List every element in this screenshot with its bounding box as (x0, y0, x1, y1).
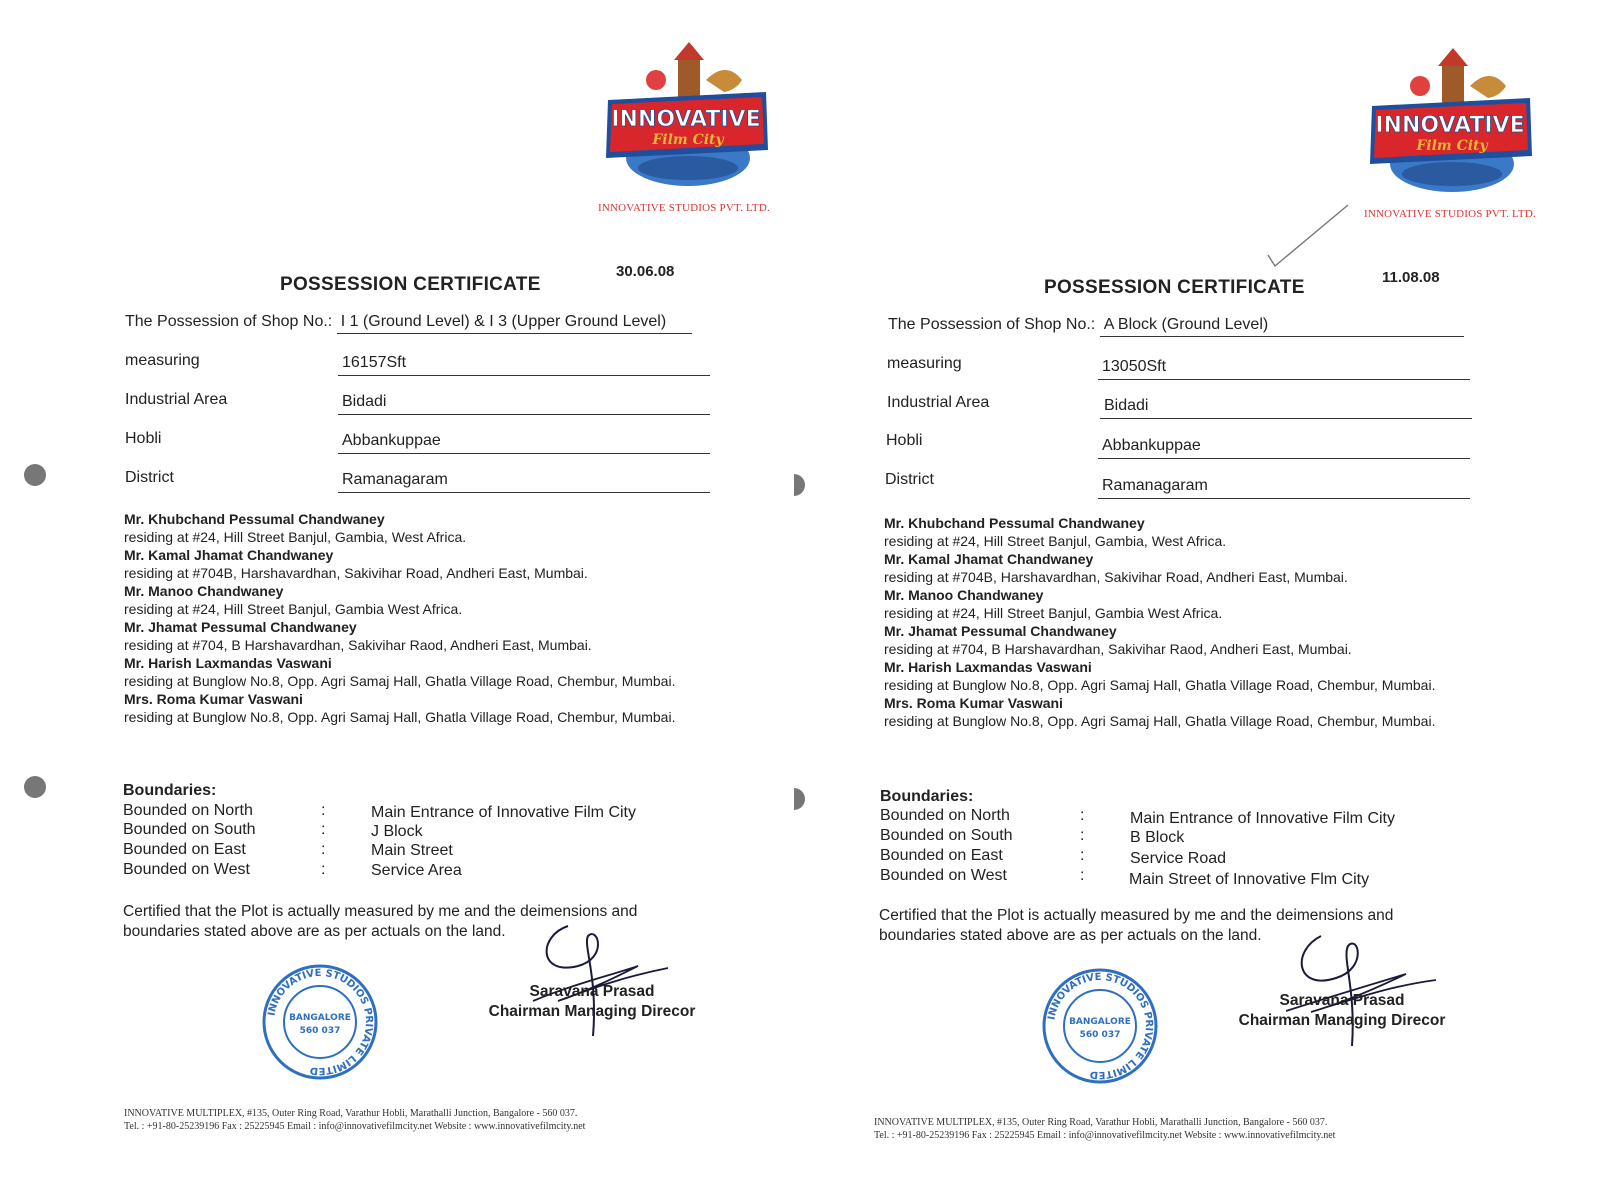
document-date: 30.06.08 (616, 263, 675, 280)
boundary-colon: : (1080, 827, 1085, 844)
boundary-value: Main Street (371, 842, 453, 859)
owner-name: Mr. Manoo Chandwaney (884, 587, 1044, 603)
field-label-measuring: measuring (125, 352, 200, 369)
field-label-district: District (885, 471, 934, 488)
company-seal-stamp (260, 962, 380, 1082)
field-value-district: Ramanagaram (1098, 477, 1470, 499)
footer-address: INNOVATIVE MULTIPLEX, #135, Outer Ring Road, Varathur Hobli, Marathalli Junction, Bangalore - 560 037. (124, 1108, 578, 1119)
letterhead-footer (124, 1107, 724, 1133)
boundary-colon: : (321, 802, 326, 819)
boundary-value: Main Entrance of Innovative Film City (1130, 810, 1395, 827)
field-value-measuring: 13050Sft (1098, 358, 1470, 380)
owner-name: Mr. Khubchand Pessumal Chandwaney (884, 515, 1145, 531)
owner-address: residing at #704, B Harshavardhan, Sakivihar Raod, Andheri East, Mumbai. (124, 637, 592, 653)
boundary-label: Bounded on South (123, 821, 256, 838)
owner-address: residing at #24, Hill Street Banjul, Gambia West Africa. (124, 601, 463, 617)
shop-line (888, 316, 1488, 334)
boundary-label: Bounded on East (880, 847, 1003, 864)
owner-address: residing at #704B, Harshavardhan, Sakivihar Road, Andheri East, Mumbai. (124, 565, 588, 581)
boundary-label: Bounded on West (880, 867, 1007, 884)
owner-name: Mr. Kamal Jhamat Chandwaney (884, 551, 1094, 567)
seal-ring-text: INNOVATIVE STUDIOS PRIVATE LIMITED (1046, 971, 1155, 1081)
document-date: 11.08.08 (1382, 269, 1440, 286)
innovative-film-city-logo (596, 40, 776, 190)
punch-hole (794, 788, 805, 810)
punch-hole (24, 464, 46, 486)
field-label-industrial-area: Industrial Area (125, 391, 228, 408)
certificate-page-2 (808, 20, 1578, 1180)
seal-pin: 560 037 (1079, 1030, 1121, 1040)
field-value-measuring: 16157Sft (338, 354, 710, 376)
boundary-value: B Block (1130, 829, 1185, 846)
field-label-hobli: Hobli (125, 430, 162, 447)
signatory (472, 982, 712, 1022)
boundary-label: Bounded on North (123, 802, 253, 819)
seal-ring-text: INNOVATIVE STUDIOS PRIVATE LIMITED (266, 967, 375, 1077)
shop-line (125, 313, 725, 331)
signer-name: Saravana Prasad (529, 983, 655, 1000)
owner-address: residing at #24, Hill Street Banjul, Gambia West Africa. (884, 605, 1223, 621)
document-title: POSSESSION CERTIFICATE (280, 274, 541, 295)
boundary-colon: : (321, 821, 326, 838)
owner-address: residing at #24, Hill Street Banjul, Gambia, West Africa. (884, 533, 1227, 549)
owner-address: residing at #704, B Harshavardhan, Sakivihar Raod, Andheri East, Mumbai. (884, 641, 1352, 657)
logo-subtext: Film City (652, 132, 724, 148)
owner-name: Mr. Harish Laxmandas Vaswani (124, 655, 332, 671)
boundary-label: Bounded on West (123, 861, 250, 878)
field-label-district: District (125, 469, 174, 486)
shop-value: I 1 (Ground Level) & I 3 (Upper Ground Level) (337, 313, 693, 334)
field-value-hobli: Abbankuppae (1098, 437, 1470, 459)
boundaries-heading: Boundaries: (123, 782, 217, 799)
letterhead-footer (874, 1116, 1474, 1142)
certificate-page-1 (8, 20, 778, 1180)
boundary-value: Service Area (371, 862, 462, 879)
shop-label: The Possession of Shop No.: (888, 316, 1096, 333)
signer-name: Saravana Prasad (1279, 992, 1405, 1009)
field-label-industrial-area: Industrial Area (887, 394, 990, 411)
signer-title: Chairman Managing Direcor (1238, 1012, 1446, 1029)
owner-name: Mr. Khubchand Pessumal Chandwaney (124, 511, 385, 527)
shop-label: The Possession of Shop No.: (125, 313, 333, 330)
field-value-hobli: Abbankuppae (338, 432, 710, 454)
owner-address: residing at #24, Hill Street Banjul, Gambia, West Africa. (124, 529, 467, 545)
owners-list (124, 510, 684, 726)
boundary-colon: : (1080, 867, 1085, 884)
owner-address: residing at Bunglow No.8, Opp. Agri Samaj Hall, Ghatla Village Road, Chembur, Mumbai. (884, 677, 1436, 693)
owner-name: Mr. Jhamat Pessumal Chandwaney (124, 619, 357, 635)
boundary-colon: : (321, 841, 326, 858)
owner-name: Mr. Harish Laxmandas Vaswani (884, 659, 1092, 675)
document-title: POSSESSION CERTIFICATE (1044, 277, 1305, 298)
company-name: INNOVATIVE STUDIOS PVT. LTD. (1364, 208, 1536, 220)
check-mark-icon (1263, 200, 1353, 270)
logo-text: INNOVATIVE (1375, 113, 1525, 138)
boundary-colon: : (1080, 847, 1085, 864)
owner-name: Mrs. Roma Kumar Vaswani (884, 695, 1063, 711)
owner-name: Mrs. Roma Kumar Vaswani (124, 691, 303, 707)
seal-pin: 560 037 (299, 1026, 341, 1036)
boundary-value: Main Entrance of Innovative Film City (371, 804, 636, 821)
field-label-measuring: measuring (887, 355, 962, 372)
field-value-industrial-area: Bidadi (1100, 397, 1472, 419)
innovative-film-city-logo (1360, 46, 1540, 196)
footer-contact: Tel. : +91-80-25239196 Fax : 25225945 Email : info@innovativefilmcity.net Website : www.innovativefilmcity.net (874, 1130, 1336, 1141)
punch-hole (794, 474, 805, 496)
boundary-value: Main Street of Innovative Flm City (1129, 871, 1370, 888)
owner-name: Mr. Kamal Jhamat Chandwaney (124, 547, 334, 563)
owners-list (884, 514, 1444, 730)
company-name: INNOVATIVE STUDIOS PVT. LTD. (598, 202, 770, 214)
boundary-colon: : (1080, 807, 1085, 824)
certification-statement: Certified that the Plot is actually measured by me and the deimensions and boundaries stated above are as per actuals on the land. (879, 907, 1394, 944)
seal-city: BANGALORE (1069, 1017, 1131, 1027)
owner-address: residing at #704B, Harshavardhan, Sakivihar Road, Andheri East, Mumbai. (884, 569, 1348, 585)
field-label-hobli: Hobli (886, 432, 923, 449)
owner-name: Mr. Jhamat Pessumal Chandwaney (884, 623, 1117, 639)
owner-address: residing at Bunglow No.8, Opp. Agri Samaj Hall, Ghatla Village Road, Chembur, Mumbai. (124, 673, 676, 689)
boundary-value: Service Road (1130, 850, 1227, 867)
boundary-label: Bounded on South (880, 827, 1013, 844)
boundaries-heading: Boundaries: (880, 788, 974, 805)
logo-text: INNOVATIVE (611, 107, 761, 132)
certification-statement: Certified that the Plot is actually measured by me and the deimensions and boundaries stated above are as per actuals on the land. (123, 903, 638, 940)
boundary-label: Bounded on North (880, 807, 1010, 824)
boundary-label: Bounded on East (123, 841, 246, 858)
field-value-district: Ramanagaram (338, 471, 710, 493)
owner-address: residing at Bunglow No.8, Opp. Agri Samaj Hall, Ghatla Village Road, Chembur, Mumbai. (124, 709, 676, 725)
seal-city: BANGALORE (289, 1013, 351, 1023)
signatory (1222, 991, 1462, 1031)
field-value-industrial-area: Bidadi (338, 393, 710, 415)
company-seal-stamp (1040, 966, 1160, 1086)
shop-value: A Block (Ground Level) (1100, 316, 1465, 337)
footer-address: INNOVATIVE MULTIPLEX, #135, Outer Ring Road, Varathur Hobli, Marathalli Junction, Bangalore - 560 037. (874, 1117, 1328, 1128)
boundary-value: J Block (371, 823, 423, 840)
footer-contact: Tel. : +91-80-25239196 Fax : 25225945 Email : info@innovativefilmcity.net Website : www.innovativefilmcity.net (124, 1121, 586, 1132)
logo-subtext: Film City (1416, 138, 1488, 154)
boundary-colon: : (321, 861, 326, 878)
signer-title: Chairman Managing Direcor (488, 1003, 696, 1020)
owner-address: residing at Bunglow No.8, Opp. Agri Samaj Hall, Ghatla Village Road, Chembur, Mumbai. (884, 713, 1436, 729)
owner-name: Mr. Manoo Chandwaney (124, 583, 284, 599)
punch-hole (24, 776, 46, 798)
